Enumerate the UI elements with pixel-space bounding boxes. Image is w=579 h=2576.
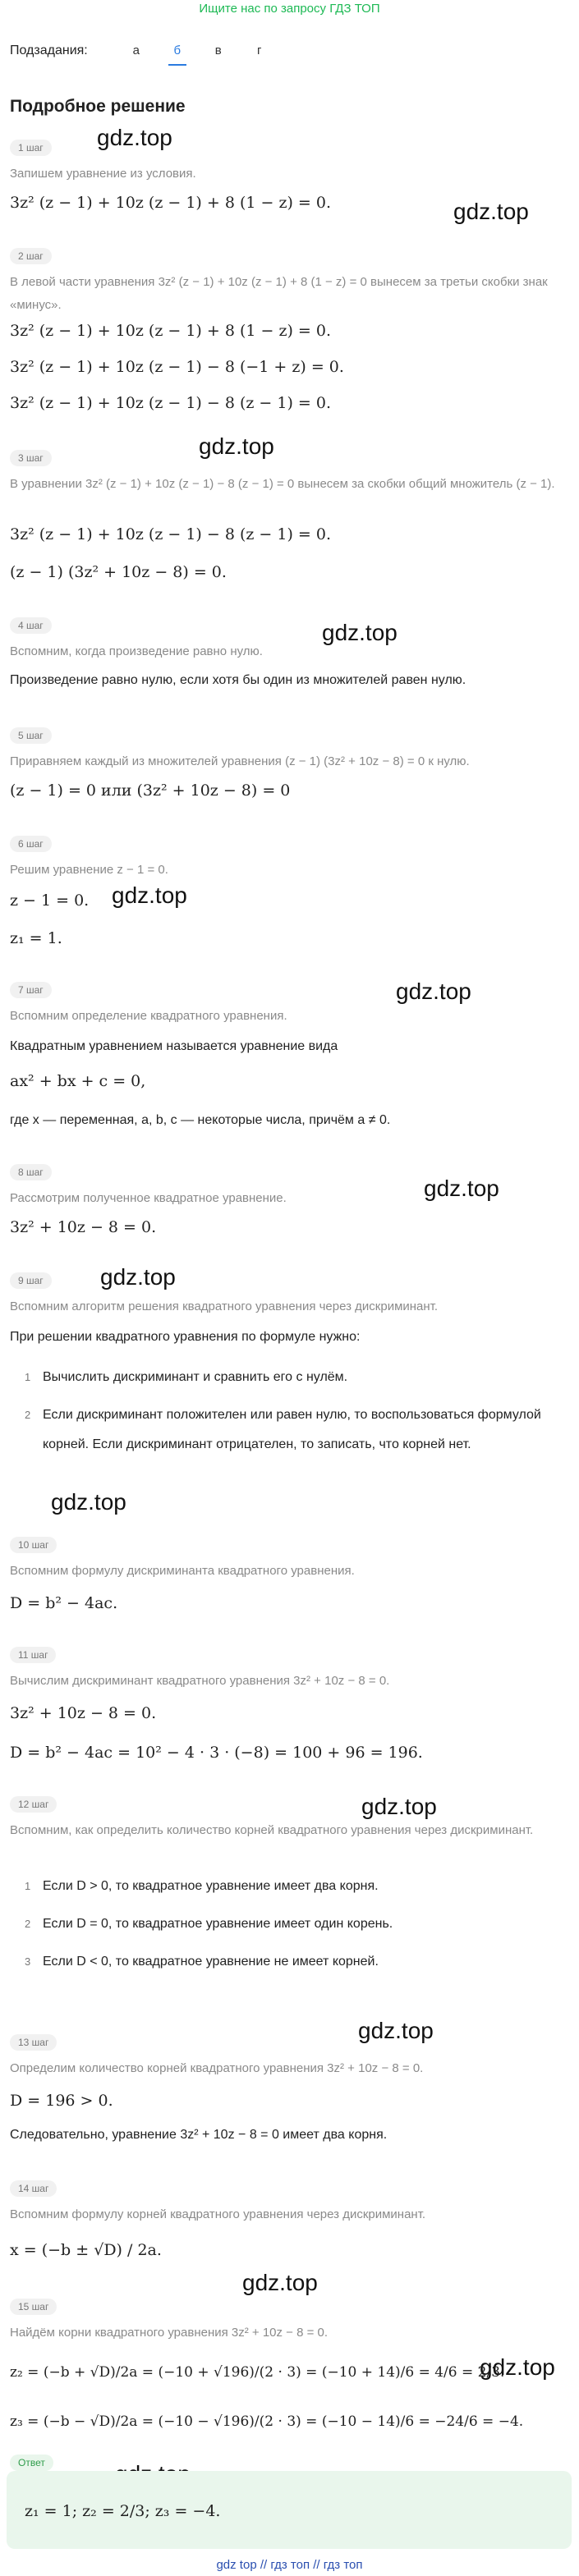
step-note: Вспомним формулу корней квадратного уравнения через дискриминант. [10, 2207, 426, 2221]
math-line: z₂ = (−b + √D)/2a = (−10 + √196)/(2 · 3) = (−10 + 14)/6 = 4/6 = 2/3. [10, 2364, 505, 2381]
step-badge: 5 шаг [10, 727, 52, 744]
step-note: Вспомним алгоритм решения квадратного уравнения через дискриминант. [10, 1299, 439, 1313]
math-line: 3z² + 10z − 8 = 0. [10, 1218, 157, 1236]
step-badge: 10 шаг [10, 1537, 57, 1553]
step-note: В уравнении 3z² (z − 1) + 10z (z − 1) − 8 (z − 1) = 0 вынесем за скобки общий множитель (z − 1). [10, 477, 555, 491]
math-line: z₃ = (−b − √D)/2a = (−10 − √196)/(2 · 3) = (−10 − 14)/6 = −24/6 = −4. [10, 2413, 524, 2430]
math-line: ax² + bx + c = 0, [10, 1072, 146, 1090]
step-note: Вспомним определение квадратного уравнения. [10, 1009, 287, 1023]
watermark: gdz.top [242, 2270, 318, 2295]
math-line: z₁ = 1. [10, 929, 62, 947]
step-note: В левой части уравнения 3z² (z − 1) + 10z (z − 1) + 8 (1 − z) = 0 вынесем за третьи скобки знак «минус». [10, 275, 548, 312]
math-line: (z − 1) (3z² + 10z − 8) = 0. [10, 563, 227, 581]
step-note: Вспомним, когда произведение равно нулю. [10, 644, 263, 658]
watermark: gdz.top [199, 433, 274, 459]
tab-a[interactable]: а [132, 44, 140, 57]
step-note: Решим уравнение z − 1 = 0. [10, 863, 168, 877]
step-badge: 3 шаг [10, 450, 52, 466]
tab-g[interactable]: г [256, 44, 262, 57]
math-line: x = (−b ± √D) / 2a. [10, 2241, 162, 2259]
footer-links[interactable]: gdz top // гдз топ // гдз топ [216, 2558, 363, 2572]
step-note: Определим количество корней квадратного уравнения 3z² + 10z − 8 = 0. [10, 2061, 424, 2075]
list-number: 2 [25, 1409, 31, 1421]
step-text: Следовательно, уравнение 3z² + 10z − 8 = 0 имеет два корня. [10, 2128, 388, 2142]
watermark: gdz.top [358, 2018, 434, 2043]
math-line: z − 1 = 0. [10, 892, 90, 910]
list-item: 2 Если D = 0, то квадратное уравнение имеет один корень. [25, 1909, 558, 1939]
step-note: Рассмотрим полученное квадратное уравнение. [10, 1191, 287, 1205]
tab-v[interactable]: в [214, 44, 222, 57]
list-number: 3 [25, 1955, 31, 1968]
list-number: 1 [25, 1371, 31, 1383]
list-number: 1 [25, 1880, 31, 1892]
step-badge: 1 шаг [10, 140, 52, 156]
step-note: Вычислим дискриминант квадратного уравнения 3z² + 10z − 8 = 0. [10, 1674, 390, 1688]
list-item: 2 Если дискриминант положителен или равен нулю, то воспользоваться формулой корней. Если дискриминант отрицателен, то записать, что корней нет. [25, 1400, 558, 1460]
math-line: 3z² (z − 1) + 10z (z − 1) − 8 (−1 + z) = 0. [10, 358, 344, 376]
list-item: 1 Если D > 0, то квадратное уравнение имеет два корня. [25, 1872, 558, 1901]
search-banner: Ищите нас по запросу ГДЗ ТОП [199, 2, 380, 16]
math-line: D = 196 > 0. [10, 2092, 113, 2110]
step-text: Квадратным уравнением называется уравнение вида [10, 1039, 338, 1053]
watermark: gdz.top [51, 1489, 126, 1515]
page-title: Подробное решение [10, 97, 186, 116]
step-badge: 13 шаг [10, 2034, 57, 2051]
step-badge: 9 шаг [10, 1272, 52, 1289]
watermark: gdz.top [97, 125, 172, 150]
step-text: где x — переменная, a, b, c — некоторые числа, причём a ≠ 0. [10, 1113, 391, 1127]
step-badge: 15 шаг [10, 2299, 57, 2315]
list-number: 2 [25, 1918, 31, 1930]
step-note: Запишем уравнение из условия. [10, 167, 196, 181]
math-line: 3z² + 10z − 8 = 0. [10, 1704, 157, 1722]
step-badge: 12 шаг [10, 1796, 57, 1813]
math-line: (z − 1) = 0 или (3z² + 10z − 8) = 0 [10, 782, 291, 800]
step-badge: 4 шаг [10, 617, 52, 634]
watermark: gdz.top [100, 1264, 176, 1290]
step-badge: 7 шаг [10, 982, 52, 998]
math-line: D = b² − 4ac = 10² − 4 · 3 · (−8) = 100 + 96 = 196. [10, 1744, 423, 1762]
math-line: 3z² (z − 1) + 10z (z − 1) − 8 (z − 1) = 0. [10, 394, 332, 412]
watermark: gdz.top [480, 2354, 555, 2380]
answer-badge: Ответ [10, 2455, 53, 2471]
math-line: 3z² (z − 1) + 10z (z − 1) + 8 (1 − z) = 0. [10, 322, 332, 340]
step-text: При решении квадратного уравнения по формуле нужно: [10, 1330, 361, 1344]
subtask-label: Подзадания: [10, 44, 88, 57]
list-item: 3 Если D < 0, то квадратное уравнение не имеет корней. [25, 1947, 558, 1977]
math-line: 3z² (z − 1) + 10z (z − 1) − 8 (z − 1) = 0. [10, 525, 332, 543]
list-item: 1 Вычислить дискриминант и сравнить его с нулём. [25, 1363, 558, 1392]
step-note: Приравняем каждый из множителей уравнения (z − 1) (3z² + 10z − 8) = 0 к нулю. [10, 754, 470, 768]
step-text: Произведение равно нулю, если хотя бы один из множителей равен нулю. [10, 673, 466, 687]
step-badge: 14 шаг [10, 2180, 57, 2197]
math-line: D = b² − 4ac. [10, 1594, 118, 1612]
step-badge: 11 шаг [10, 1647, 56, 1663]
watermark: gdz.top [453, 199, 529, 224]
step-note: Вспомним формулу дискриминанта квадратного уравнения. [10, 1564, 355, 1578]
step-badge: 6 шаг [10, 836, 52, 852]
step-note: Вспомним, как определить количество корней квадратного уравнения через дискриминант. [10, 1823, 534, 1837]
watermark: gdz.top [361, 1794, 437, 1819]
answer-box [7, 2471, 572, 2549]
watermark: gdz.top [112, 882, 187, 908]
watermark: gdz.top [322, 620, 397, 645]
subtask-tabs [10, 39, 280, 62]
step-badge: 2 шаг [10, 248, 52, 264]
tab-b[interactable]: б [157, 39, 198, 62]
step-badge: 8 шаг [10, 1164, 52, 1180]
math-line: 3z² (z − 1) + 10z (z − 1) + 8 (1 − z) = 0. [10, 194, 332, 212]
answer-math: z₁ = 1; z₂ = 2/3; z₃ = −4. [25, 2502, 221, 2520]
step-note: Найдём корни квадратного уравнения 3z² + 10z − 8 = 0. [10, 2326, 329, 2340]
watermark: gdz.top [424, 1176, 499, 1201]
watermark: gdz.top [396, 979, 471, 1004]
